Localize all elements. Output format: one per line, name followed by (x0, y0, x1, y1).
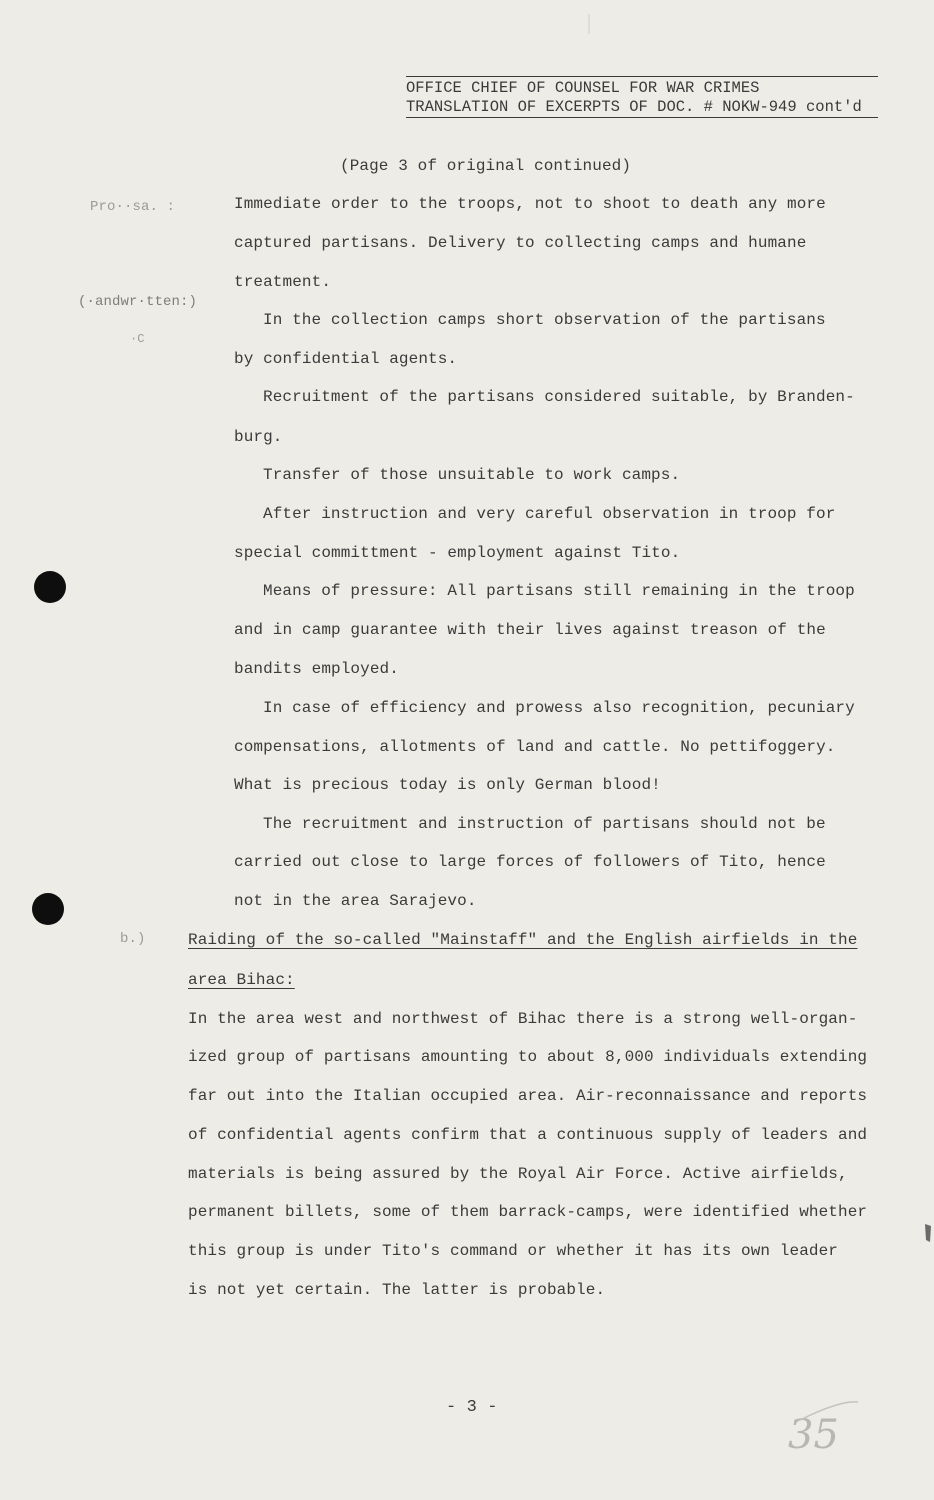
margin-proposal-label: Pro··sa. : (90, 199, 176, 215)
text-line: not in the area Sarajevo. (234, 892, 477, 910)
page-continuation-note: (Page 3 of original continued) (340, 157, 632, 175)
text-line: burg. (234, 428, 283, 446)
text-line: In the collection camps short observation of the partisans (263, 311, 826, 329)
section-b-marker: b.) (120, 931, 146, 947)
text-line: materials is being assured by the Royal Air Force. Active airfields, (188, 1165, 848, 1183)
edge-mark (925, 1224, 931, 1242)
text-line: ized group of partisans amounting to about 8,000 individuals extending (188, 1048, 868, 1066)
text-line: treatment. (234, 273, 332, 291)
header-office-line: OFFICE CHIEF OF COUNSEL FOR WAR CRIMES (406, 79, 760, 97)
text-line: is not yet certain. The latter is probable. (188, 1281, 606, 1299)
margin-initials: ·C (130, 332, 145, 346)
margin-handwritten-label: (·andwr·tten:) (78, 294, 198, 310)
text-line: this group is under Tito's command or whether it has its own leader (188, 1242, 839, 1260)
text-line: In the area west and northwest of Bihac there is a strong well-organ- (188, 1010, 858, 1028)
text-line: After instruction and very careful observation in troop for (263, 505, 836, 523)
text-line: far out into the Italian occupied area. Air-reconnaissance and reports (188, 1087, 868, 1105)
text-line: Recruitment of the partisans considered suitable, by Branden- (263, 388, 855, 406)
text-line: carried out close to large forces of followers of Tito, hence (234, 853, 826, 871)
text-line: Means of pressure: All partisans still remaining in the troop (263, 582, 855, 600)
text-line: Immediate order to the troops, not to shoot to death any more (234, 195, 826, 213)
text-line: In case of efficiency and prowess also recognition, pecuniary (263, 699, 855, 717)
section-b-heading-continued: area Bihac: (188, 971, 295, 989)
text-line: captured partisans. Delivery to collecting camps and humane (234, 234, 807, 252)
text-line: What is precious today is only German blood! (234, 776, 661, 794)
section-b-heading: Raiding of the so-called "Mainstaff" and the English airfields in the (188, 931, 858, 949)
handwritten-page-number: 35 (788, 1412, 840, 1458)
text-line: special committment - employment against Tito. (234, 544, 681, 562)
header-translation-line: TRANSLATION OF EXCERPTS OF DOC. # NOKW-949 cont'd (406, 98, 862, 116)
handwritten-flourish (800, 1402, 858, 1420)
page-number: - 3 - (446, 1398, 498, 1417)
text-line: of confidential agents confirm that a continuous supply of leaders and (188, 1126, 868, 1144)
text-line: bandits employed. (234, 660, 399, 678)
text-line: by confidential agents. (234, 350, 458, 368)
text-line: and in camp guarantee with their lives against treason of the (234, 621, 826, 639)
text-line: compensations, allotments of land and cattle. No pettifoggery. (234, 738, 836, 756)
text-line: permanent billets, some of them barrack-camps, were identified whether (188, 1203, 868, 1221)
text-line: Transfer of those unsuitable to work camps. (263, 466, 681, 484)
text-line: The recruitment and instruction of partisans should not be (263, 815, 826, 833)
